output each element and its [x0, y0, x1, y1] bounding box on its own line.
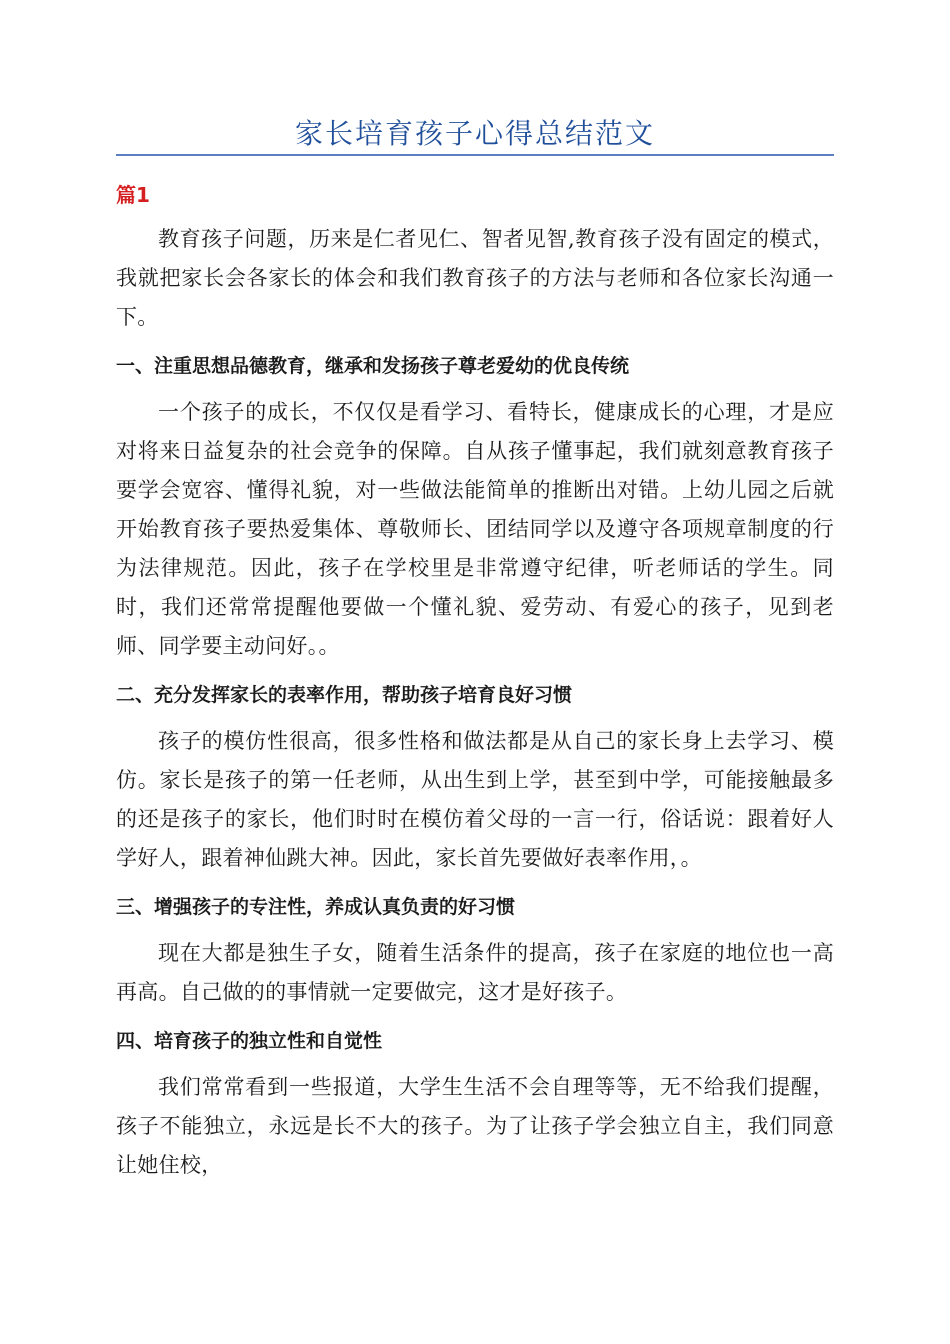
document-body [116, 220, 834, 1185]
section-heading: 二、充分发挥家长的表率作用，帮助孩子培育良好习惯 [116, 684, 573, 706]
section-heading: 三、增强孩子的专注性，养成认真负责的好习惯 [116, 896, 516, 918]
section-heading: 一、注重思想品德教育，继承和发扬孩子尊老爱幼的优良传统 [116, 355, 630, 377]
section-heading: 四、培育孩子的独立性和自觉性 [116, 1030, 383, 1052]
paragraph: 现在大都是独生子女，随着生活条件的提高，孩子在家庭的地位也一高再高。自己做的的事情就一定要做完，这才是好孩子。 [116, 941, 834, 1004]
document-title: 家长培育孩子心得总结范文 [294, 117, 655, 150]
title-divider [116, 154, 834, 156]
paragraph: 教育孩子问题，历来是仁者见仁、智者见智,教育孩子没有固定的模式，我就把家长会各家长的体会和我们教育孩子的方法与老师和各位家长沟通一下。 [116, 227, 834, 329]
section-label: 篇1 [116, 183, 150, 207]
paragraph: 我们常常看到一些报道，大学生生活不会自理等等，无不给我们提醒，孩子不能独立，永远是长不大的孩子。为了让孩子学会独立自主，我们同意让她住校， [116, 1075, 834, 1177]
paragraph: 孩子的模仿性很高，很多性格和做法都是从自己的家长身上去学习、模仿。家长是孩子的第一任老师，从出生到上学，甚至到中学，可能接触最多的还是孩子的家长，他们时时在模仿着父母的一言一行，俗话说：跟着好人学好人，跟着神仙跳大神。因此，家长首先要做好表率作用，。 [116, 729, 834, 870]
paragraph: 一个孩子的成长，不仅仅是看学习、看特长，健康成长的心理，才是应对将来日益复杂的社会竞争的保障。自从孩子懂事起，我们就刻意教育孩子要学会宽容、懂得礼貌，对一些做法能简单的推断出对错。上幼儿园之后就开始教育孩子要热爱集体、尊敬师长、团结同学以及遵守各项规章制度的行为法律规范。因此，孩子在学校里是非常遵守纪律，听老师话的学生。同时，我们还常常提醒他要做一个懂礼貌、爱劳动、有爱心的孩子，见到老师、同学要主动问好。。 [116, 400, 834, 658]
